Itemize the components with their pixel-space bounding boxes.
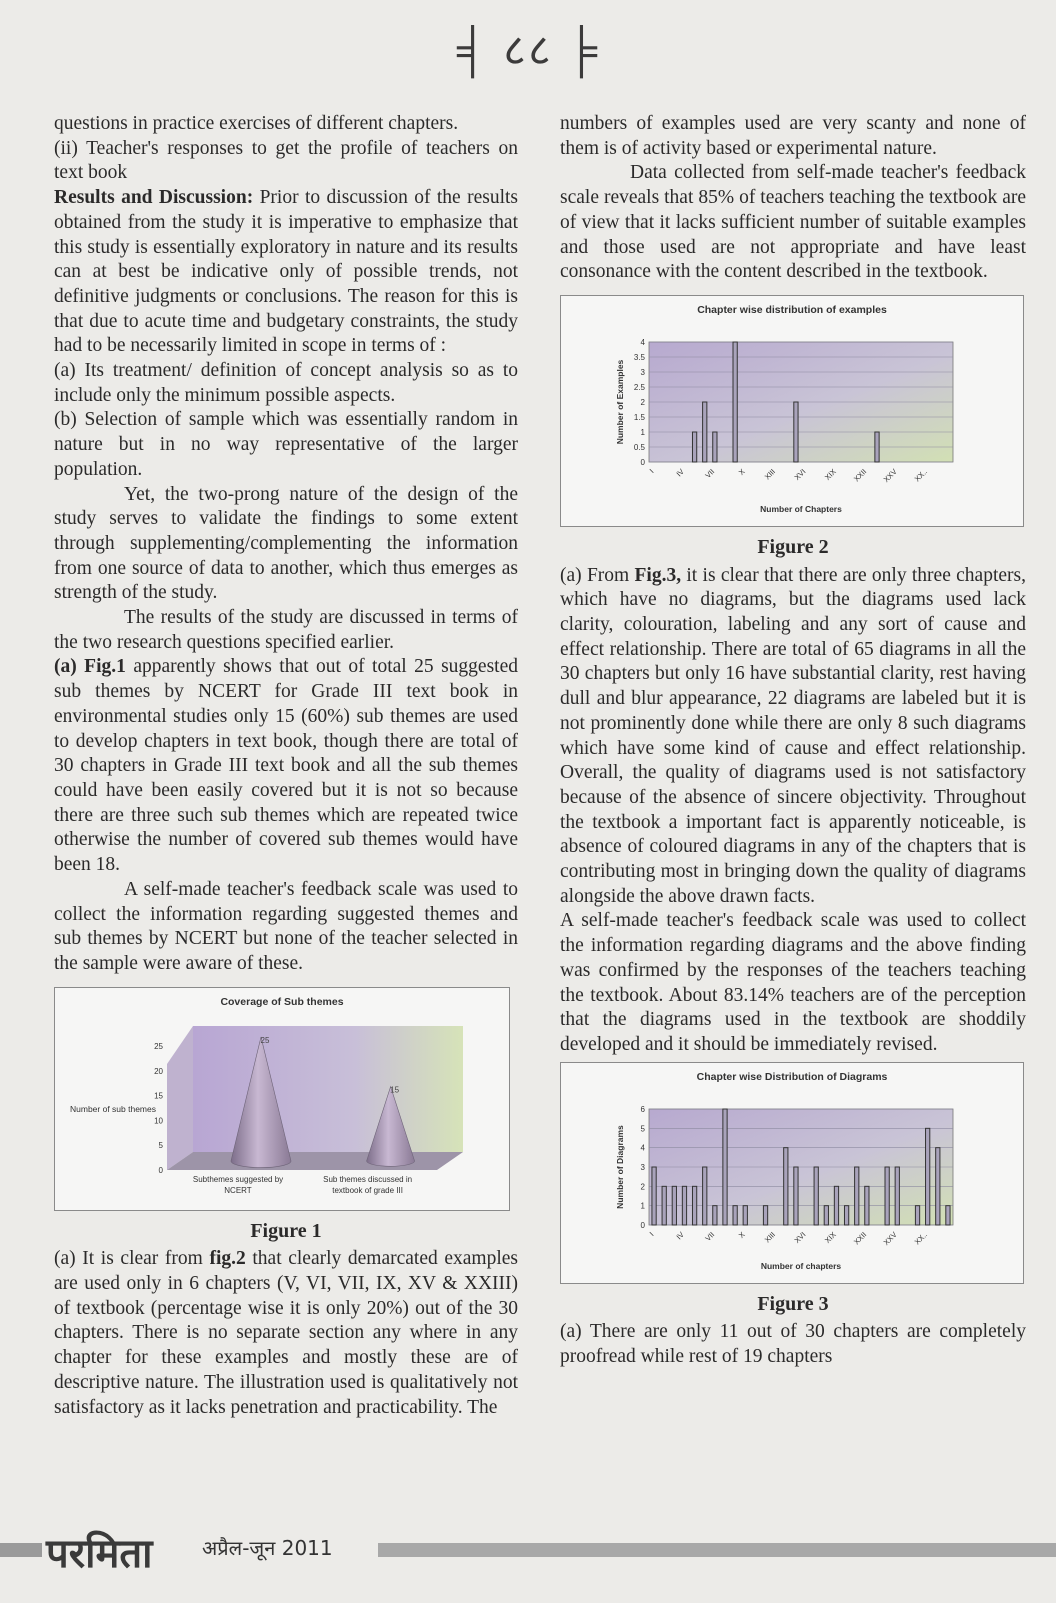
y-tick-label: 5	[158, 1140, 163, 1150]
y-tick-label: 2.5	[633, 382, 645, 392]
figure-1-chart	[55, 988, 509, 1210]
y-tick-label: 2	[640, 1182, 645, 1192]
x-tick-label: XXII	[851, 1229, 869, 1247]
x-tick-label: Subthemes suggested by	[192, 1174, 284, 1184]
bar	[713, 432, 717, 462]
y-tick-label: 10	[154, 1116, 163, 1126]
y-tick-label: 0	[640, 1220, 645, 1230]
page-number: ╡ ८८ ╞	[456, 26, 600, 75]
paragraph: (ii) Teacher's responses to get the profile of teachers on text book	[54, 137, 518, 184]
bar	[713, 1205, 717, 1224]
chart-title: Chapter wise distribution of examples	[697, 303, 887, 316]
x-tick-label: VII	[703, 1229, 717, 1243]
figure-reference: (a) Fig.1	[54, 656, 126, 678]
x-tick-label: IV	[674, 466, 686, 479]
y-tick-label: 25	[154, 1041, 163, 1051]
bar	[682, 1186, 686, 1225]
x-tick-label: I	[647, 1229, 656, 1238]
back-wall	[193, 1026, 463, 1152]
section-heading: Results and Discussion:	[54, 187, 254, 209]
paragraph: A self-made teacher's feedback scale was used to collect the information regarding diagrams and the above finding was confirmed by the responses of the teachers teaching the textbook. About 83.14% teachers are of the perception that the diagrams used in the textbook are shoddily developed and it should be immediately revised.	[560, 910, 1026, 1055]
bar	[723, 1109, 727, 1225]
floor	[167, 1152, 463, 1170]
x-tick-label: XXV	[881, 466, 899, 484]
bar	[844, 1205, 848, 1224]
y-tick-label: 3.5	[633, 352, 645, 362]
journal-logo: परमिता	[46, 1531, 153, 1577]
bar	[672, 1186, 676, 1225]
paragraph: questions in practice exercises of different chapters.	[54, 113, 459, 134]
bar	[662, 1186, 666, 1225]
paragraph	[560, 564, 1026, 910]
x-tick-label: XIX	[822, 1229, 838, 1245]
x-tick-label: XX..	[912, 1229, 930, 1247]
x-tick-label: X	[736, 466, 747, 477]
figure-reference: Fig.3,	[634, 564, 682, 586]
x-tick-label: VII	[703, 466, 717, 480]
y-tick-label: 20	[154, 1066, 163, 1076]
x-tick-label: XXII	[851, 466, 869, 484]
figure-1	[54, 987, 510, 1211]
bar	[733, 342, 737, 462]
x-tick-label: NCERT	[224, 1185, 252, 1195]
figure-reference: fig.2	[209, 1248, 246, 1270]
x-tick-label: XVI	[792, 466, 808, 482]
paragraph: Yet, the two-prong nature of the design of the study serves to validate the findings to some extent through supplementing/complementing the information from one source of data to another, which thus emerges as strength of the study.	[54, 483, 518, 604]
figure-1-caption: Figure 1	[250, 1219, 322, 1242]
paragraph-text: Prior to discussion of the results obtained from the study it is imperative to emphasize that this study is essentially exploratory in nature and its results can at best be indicative only of possible trends, not definitive judgments or conclusions. The reason for this is that due to acute time and budgetary constraints, the study had to be necessarily limited in scope in terms of :	[54, 187, 518, 357]
bar	[885, 1167, 889, 1225]
bar	[875, 432, 879, 462]
x-tick-label: XVI	[792, 1229, 808, 1245]
x-axis-title: Number of chapters	[760, 1260, 842, 1271]
paragraph: (a) Its treatment/ definition of concept analysis so as to include only the minimum possible aspects.	[54, 360, 518, 406]
y-tick-label: 0	[158, 1165, 163, 1175]
x-tick-label: I	[647, 466, 656, 475]
bar	[763, 1205, 767, 1224]
y-axis-title: Number of sub themes	[70, 1103, 156, 1114]
bar	[936, 1147, 940, 1224]
x-tick-label: X	[736, 1229, 747, 1240]
bar	[784, 1147, 788, 1224]
y-tick-label: 0.5	[633, 442, 645, 452]
paragraph: Data collected from self-made teacher's feedback scale reveals that 85% of teachers teaching the textbook are of view that it lacks sufficient number of suitable examples and those used are not appropriate and have least consonance with the content described in the textbook.	[560, 162, 1026, 283]
y-tick-label: 6	[640, 1104, 645, 1114]
issue-date: अप्रैल-जून 2011	[202, 1536, 333, 1560]
x-tick-label: XIX	[822, 466, 838, 482]
x-tick-label: textbook of grade III	[332, 1185, 403, 1195]
paragraph-text: (a) It is clear from	[54, 1248, 210, 1270]
bar	[692, 432, 696, 462]
y-tick-label: 1	[640, 427, 645, 437]
y-tick-label: 15	[154, 1091, 163, 1101]
bar	[743, 1205, 747, 1224]
x-tick-label: Sub themes discussed in	[323, 1174, 413, 1184]
paragraph: (a) There are only 11 out of 30 chapters are completely proofread while rest of 19 chapters	[560, 1321, 1026, 1368]
figure-3	[560, 1062, 1024, 1284]
y-tick-label: 1.5	[633, 412, 645, 422]
bar	[824, 1205, 828, 1224]
y-tick-label: 3	[640, 1162, 645, 1172]
bar	[865, 1186, 869, 1225]
bar	[733, 1205, 737, 1224]
y-tick-label: 4	[640, 337, 645, 347]
right-column	[560, 112, 1026, 1370]
x-tick-label: XX..	[912, 466, 930, 484]
y-tick-label: 5	[640, 1124, 645, 1134]
bar	[946, 1205, 950, 1224]
bar	[814, 1167, 818, 1225]
chart-title: Chapter wise Distribution of Diagrams	[696, 1070, 888, 1083]
y-tick-label: 4	[640, 1143, 645, 1153]
paragraph	[54, 655, 518, 877]
bar	[703, 1167, 707, 1225]
paragraph	[54, 1247, 518, 1420]
bar	[692, 1186, 696, 1225]
paragraph: (b) Selection of sample which was essentially random in nature but in no way representative of the larger population.	[54, 409, 518, 480]
y-axis-title: Number of Diagrams	[615, 1124, 625, 1209]
paragraph-text: apparently shows that out of total 25 suggested sub themes by NCERT for Grade III text book in environmental studies only 15 (60%) sub themes are used to develop chapters in text book, though there are total of 30 chapters in Grade III text book and all the sub themes could have been easily covered but it is not so because there are three such sub themes which are repeated twice otherwise the number of covered sub themes would have been 18.	[54, 656, 518, 876]
data-label: 15	[390, 1085, 400, 1095]
side-wall	[167, 1026, 193, 1170]
x-tick-label: XXV	[881, 1229, 899, 1247]
paragraph-text: it is clear that there are only three chapters, which have no diagrams, but the diagrams used lack clarity, colouration, labeling and any sort of cause and effect relationship. There are total of 65 diagrams in all the 30 chapters but only 16 have substantial clarity, rest having dull and blur appearance, 22 diagrams are labeled but it is not prominently done while there are only 8 such diagrams which have some kind of cause and effect relationship. Overall, the quality of diagrams used is not satisfactory because of the absence of sincere objectivity. Throughout the textbook a important fact is apparently noticeable, is absence of coloured diagrams in any of the chapters that is contributing most in bringing down the quality of diagrams alongside the above drawn facts.	[560, 564, 1026, 907]
bar	[794, 402, 798, 462]
bar	[834, 1186, 838, 1225]
paragraph: A self-made teacher's feedback scale was used to collect the information regarding suggested themes and sub themes by NCERT but none of the teacher selected in the sample were aware of these.	[54, 878, 518, 974]
bar	[794, 1167, 798, 1225]
figure-2-caption: Figure 2	[757, 535, 829, 558]
y-tick-label: 3	[640, 367, 645, 377]
x-tick-label: XIII	[762, 466, 778, 482]
paragraph: numbers of examples used are very scanty and none of them is of activity based or experimental nature.	[560, 113, 1026, 159]
x-axis-title: Number of Chapters	[760, 503, 842, 514]
y-tick-label: 1	[640, 1201, 645, 1211]
bar	[895, 1167, 899, 1225]
page-footer	[0, 1528, 1056, 1577]
footer-bar	[0, 1543, 42, 1557]
bar	[703, 402, 707, 462]
left-column	[54, 112, 518, 1420]
figure-3-caption: Figure 3	[757, 1292, 829, 1315]
bar	[855, 1167, 859, 1225]
x-tick-label: XIII	[762, 1229, 778, 1245]
figure-2-chart	[561, 296, 1023, 526]
data-label: 25	[260, 1035, 270, 1045]
paragraph-text: that clearly demarcated examples are used only in 6 chapters (V, VI, VII, IX, XV & XXIII) of textbook (percentage wise it is only 20%) out of the 30 chapters. There is no separate section any where in any chapter for these examples and mostly these are of descriptive nature. The illustration used is qualitatively not satisfactory as it lacks penetration and practicability. The	[54, 1248, 519, 1418]
y-tick-label: 2	[640, 397, 645, 407]
figure-3-chart	[561, 1063, 1023, 1283]
footer-bar	[378, 1543, 1056, 1557]
paragraph-text: (a) From	[560, 564, 635, 586]
chart-title: Coverage of Sub themes	[220, 995, 344, 1008]
y-tick-label: 0	[640, 457, 645, 467]
paragraph	[54, 186, 518, 359]
paragraph: The results of the study are discussed in terms of the two research questions specified earlier.	[54, 607, 518, 653]
y-axis-title: Number of Examples	[615, 359, 625, 445]
bar	[926, 1128, 930, 1225]
figure-2	[560, 295, 1024, 527]
bar	[652, 1167, 656, 1225]
x-tick-label: IV	[674, 1229, 686, 1242]
bar	[915, 1205, 919, 1224]
